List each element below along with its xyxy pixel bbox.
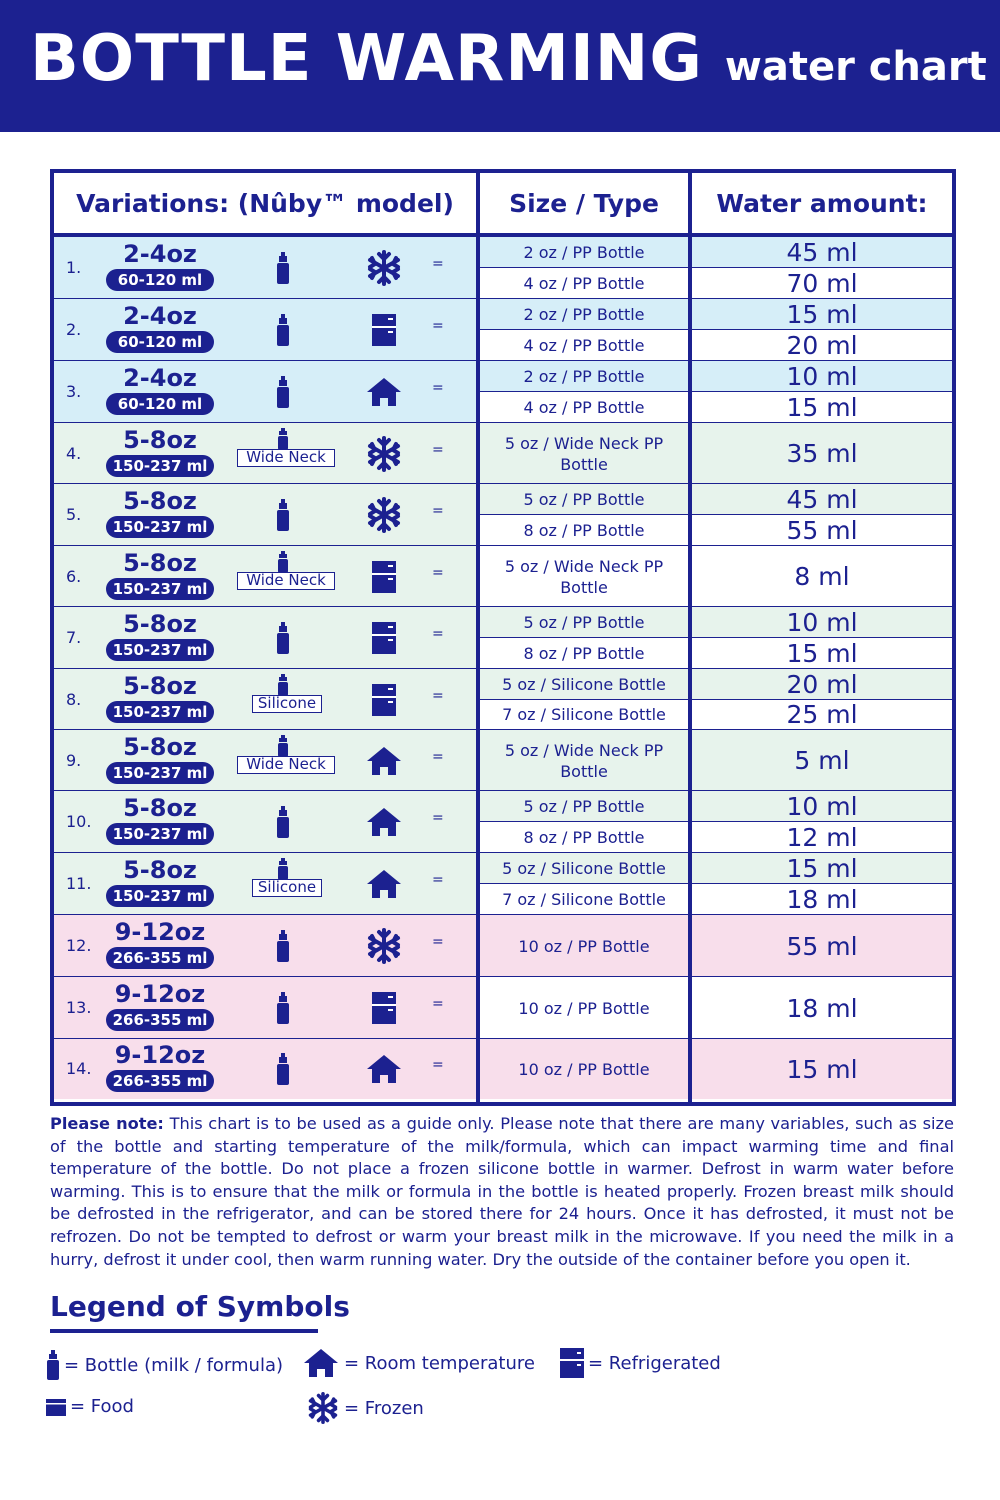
variation-cell bbox=[54, 299, 476, 361]
bottle-icon bbox=[276, 252, 290, 288]
row-number: 9. bbox=[66, 750, 82, 770]
snowflake-icon bbox=[306, 1392, 340, 1424]
ml-range-badge: 266-355 ml bbox=[106, 1070, 214, 1092]
water-amount-cell: 45 ml bbox=[692, 237, 952, 268]
table-row bbox=[54, 915, 952, 977]
size-type-cell: 10 oz / PP Bottle bbox=[480, 977, 688, 1039]
ml-range-badge: 266-355 ml bbox=[106, 1009, 214, 1031]
size-type-cell: 5 oz / Silicone Bottle bbox=[480, 853, 688, 884]
table-row bbox=[54, 977, 952, 1039]
row-number: 1. bbox=[66, 258, 82, 277]
water-amount-cell: 15 ml bbox=[692, 853, 952, 884]
table-row bbox=[54, 669, 952, 730]
house-icon bbox=[366, 866, 402, 902]
col-variations: Variations: (Nûby™ model) bbox=[76, 188, 454, 218]
size-type-cell: 7 oz / Silicone Bottle bbox=[480, 700, 688, 731]
size-water-row bbox=[480, 1039, 952, 1099]
table-row bbox=[54, 546, 952, 607]
variation-cell bbox=[54, 853, 476, 915]
row-number: 8. bbox=[66, 689, 82, 709]
row-number: 3. bbox=[66, 382, 82, 401]
bottle-type-tag: Wide Neck bbox=[237, 449, 335, 467]
bottle-type-tag: Silicone bbox=[252, 695, 322, 713]
row-number: 2. bbox=[66, 320, 82, 339]
size-type-cell: 10 oz / PP Bottle bbox=[480, 1039, 688, 1099]
title-main: BOTTLE WARMING bbox=[30, 22, 703, 96]
equals-sign: = bbox=[432, 626, 444, 642]
oz-range: 5-8oz bbox=[123, 487, 197, 515]
water-amount-cell: 55 ml bbox=[692, 915, 952, 977]
row-number: 12. bbox=[66, 936, 92, 955]
size-water-row bbox=[480, 361, 952, 392]
equals-sign: = bbox=[432, 996, 444, 1012]
equals-sign: = bbox=[432, 380, 444, 396]
equals-sign: = bbox=[432, 1057, 444, 1073]
table-row bbox=[54, 299, 952, 361]
water-amount-cell: 5 ml bbox=[692, 730, 952, 791]
size-water-row bbox=[480, 515, 952, 546]
warming-table bbox=[50, 169, 956, 1106]
size-type-cell: 8 oz / PP Bottle bbox=[480, 515, 688, 546]
table-row bbox=[54, 484, 952, 546]
size-water-row bbox=[480, 268, 952, 299]
size-water-row bbox=[480, 791, 952, 822]
oz-range: 5-8oz bbox=[123, 856, 197, 884]
fridge-icon bbox=[560, 1348, 584, 1378]
equals-sign: = bbox=[432, 564, 444, 581]
oz-range: 5-8oz bbox=[123, 610, 197, 638]
water-amount-cell: 18 ml bbox=[692, 977, 952, 1039]
table-row bbox=[54, 853, 952, 915]
oz-range: 5-8oz bbox=[123, 425, 197, 454]
size-type-cell: 5 oz / Silicone Bottle bbox=[480, 669, 688, 700]
equals-sign: = bbox=[432, 256, 444, 272]
size-type-cell: 5 oz / Wide Neck PP Bottle bbox=[480, 730, 688, 791]
size-water-row bbox=[480, 330, 952, 361]
table-row bbox=[54, 730, 952, 791]
row-number: 11. bbox=[66, 874, 92, 893]
size-type-cell: 5 oz / PP Bottle bbox=[480, 607, 688, 638]
variation-cell bbox=[54, 484, 476, 546]
house-icon bbox=[302, 1348, 340, 1378]
equals-sign: = bbox=[432, 748, 444, 765]
title-sub: water chart bbox=[724, 44, 987, 90]
fridge-icon bbox=[366, 990, 402, 1026]
size-type-cell: 2 oz / PP Bottle bbox=[480, 361, 688, 392]
size-type-cell: 8 oz / PP Bottle bbox=[480, 822, 688, 853]
ml-range-badge: 150-237 ml bbox=[106, 885, 214, 907]
snowflake-icon bbox=[366, 250, 402, 286]
ml-range-badge: 150-237 ml bbox=[106, 455, 214, 477]
table-header bbox=[54, 173, 952, 237]
please-note bbox=[50, 1113, 954, 1271]
equals-sign: = bbox=[432, 503, 444, 519]
water-amount-cell: 10 ml bbox=[692, 791, 952, 822]
legend-room-label: = Room temperature bbox=[344, 1352, 535, 1374]
equals-sign: = bbox=[432, 872, 444, 888]
variation-cell bbox=[54, 977, 476, 1039]
variation-cell bbox=[54, 669, 476, 730]
table-row bbox=[54, 607, 952, 669]
col-size-type: Size / Type bbox=[509, 188, 659, 218]
size-type-cell: 4 oz / PP Bottle bbox=[480, 330, 688, 361]
size-water-row bbox=[480, 299, 952, 330]
size-water-row bbox=[480, 915, 952, 977]
size-water-row bbox=[480, 884, 952, 915]
variation-cell bbox=[54, 730, 476, 791]
legend-room bbox=[302, 1348, 535, 1378]
size-water-row bbox=[480, 700, 952, 731]
variation-cell bbox=[54, 546, 476, 607]
water-amount-cell: 35 ml bbox=[692, 423, 952, 484]
size-type-cell: 2 oz / PP Bottle bbox=[480, 299, 688, 330]
note-label: Please note: bbox=[50, 1114, 164, 1133]
page-header bbox=[0, 0, 1000, 132]
oz-range: 9-12oz bbox=[114, 918, 206, 946]
legend-refrigerated-label: = Refrigerated bbox=[588, 1352, 721, 1374]
oz-range: 5-8oz bbox=[123, 548, 197, 577]
size-type-cell: 2 oz / PP Bottle bbox=[480, 237, 688, 268]
fridge-icon bbox=[366, 620, 402, 656]
variation-cell bbox=[54, 361, 476, 423]
legend-bottle bbox=[46, 1350, 283, 1380]
legend-frozen-label: = Frozen bbox=[344, 1397, 424, 1419]
size-type-cell: 5 oz / Wide Neck PP Bottle bbox=[480, 423, 688, 484]
bottle-icon bbox=[276, 930, 290, 966]
water-amount-cell: 15 ml bbox=[692, 299, 952, 330]
size-water-row bbox=[480, 822, 952, 853]
oz-range: 2-4oz bbox=[123, 240, 197, 268]
variation-cell bbox=[54, 791, 476, 853]
table-row bbox=[54, 361, 952, 423]
size-type-cell: 5 oz / Wide Neck PP Bottle bbox=[480, 546, 688, 607]
water-amount-cell: 55 ml bbox=[692, 515, 952, 546]
size-water-row bbox=[480, 730, 952, 791]
equals-sign: = bbox=[432, 441, 444, 458]
table-row bbox=[54, 791, 952, 853]
oz-range: 5-8oz bbox=[123, 671, 197, 700]
variation-cell bbox=[54, 1039, 476, 1099]
size-water-row bbox=[480, 607, 952, 638]
snowflake-icon bbox=[366, 436, 402, 472]
row-number: 13. bbox=[66, 998, 92, 1017]
house-icon bbox=[366, 743, 402, 779]
bottle-type-tag: Wide Neck bbox=[237, 756, 335, 774]
equals-sign: = bbox=[432, 318, 444, 334]
bottle-icon bbox=[276, 314, 290, 350]
size-type-cell: 7 oz / Silicone Bottle bbox=[480, 884, 688, 915]
ml-range-badge: 266-355 ml bbox=[106, 947, 214, 969]
house-icon bbox=[366, 374, 402, 410]
equals-sign: = bbox=[432, 810, 444, 826]
snowflake-icon bbox=[366, 497, 402, 533]
house-icon bbox=[366, 1051, 402, 1087]
variation-cell bbox=[54, 423, 476, 484]
bottle-icon bbox=[276, 992, 290, 1028]
table-row bbox=[54, 1039, 952, 1099]
row-number: 10. bbox=[66, 812, 92, 831]
row-number: 5. bbox=[66, 505, 82, 524]
size-type-cell: 4 oz / PP Bottle bbox=[480, 392, 688, 423]
column-divider bbox=[476, 173, 480, 1102]
size-water-row bbox=[480, 669, 952, 700]
variation-cell bbox=[54, 607, 476, 669]
snowflake-icon bbox=[366, 928, 402, 964]
water-amount-cell: 45 ml bbox=[692, 484, 952, 515]
size-water-row bbox=[480, 546, 952, 607]
oz-range: 2-4oz bbox=[123, 302, 197, 330]
legend-title: Legend of Symbols bbox=[50, 1290, 350, 1323]
bottle-icon bbox=[276, 806, 290, 842]
equals-sign: = bbox=[432, 687, 444, 704]
row-number: 7. bbox=[66, 628, 82, 647]
ml-range-badge: 60-120 ml bbox=[106, 269, 214, 291]
ml-range-badge: 150-237 ml bbox=[106, 701, 214, 723]
water-amount-cell: 12 ml bbox=[692, 822, 952, 853]
water-amount-cell: 20 ml bbox=[692, 330, 952, 361]
size-type-cell: 4 oz / PP Bottle bbox=[480, 268, 688, 299]
ml-range-badge: 150-237 ml bbox=[106, 578, 214, 600]
ml-range-badge: 150-237 ml bbox=[106, 823, 214, 845]
legend-food bbox=[46, 1396, 134, 1417]
size-type-cell: 8 oz / PP Bottle bbox=[480, 638, 688, 669]
legend-bottle-label: = Bottle (milk / formula) bbox=[64, 1354, 283, 1376]
water-amount-cell: 70 ml bbox=[692, 268, 952, 299]
oz-range: 9-12oz bbox=[114, 980, 206, 1008]
size-type-cell: 5 oz / PP Bottle bbox=[480, 791, 688, 822]
size-water-row bbox=[480, 237, 952, 268]
water-amount-cell: 20 ml bbox=[692, 669, 952, 700]
size-water-row bbox=[480, 392, 952, 423]
water-amount-cell: 10 ml bbox=[692, 607, 952, 638]
bottle-icon bbox=[276, 376, 290, 412]
ml-range-badge: 150-237 ml bbox=[106, 762, 214, 784]
bottle-icon bbox=[276, 499, 290, 535]
size-type-cell: 5 oz / PP Bottle bbox=[480, 484, 688, 515]
water-amount-cell: 18 ml bbox=[692, 884, 952, 915]
bottle-type-tag: Silicone bbox=[252, 879, 322, 897]
fridge-icon bbox=[366, 682, 402, 718]
water-amount-cell: 15 ml bbox=[692, 1039, 952, 1099]
fridge-icon bbox=[366, 559, 402, 595]
col-water-amount: Water amount: bbox=[716, 188, 928, 218]
size-water-row bbox=[480, 853, 952, 884]
legend-refrigerated bbox=[560, 1348, 721, 1378]
fridge-icon bbox=[366, 312, 402, 348]
column-divider bbox=[688, 173, 692, 1102]
row-number: 4. bbox=[66, 443, 82, 463]
ml-range-badge: 60-120 ml bbox=[106, 331, 214, 353]
row-number: 14. bbox=[66, 1059, 92, 1078]
legend-food-label: = Food bbox=[70, 1396, 134, 1417]
bottle-type-tag: Wide Neck bbox=[237, 572, 335, 590]
house-icon bbox=[366, 804, 402, 840]
water-amount-cell: 15 ml bbox=[692, 392, 952, 423]
table-row bbox=[54, 237, 952, 299]
water-amount-cell: 15 ml bbox=[692, 638, 952, 669]
ml-range-badge: 150-237 ml bbox=[106, 516, 214, 538]
size-water-row bbox=[480, 423, 952, 484]
size-water-row bbox=[480, 638, 952, 669]
variation-cell bbox=[54, 915, 476, 977]
oz-range: 5-8oz bbox=[123, 794, 197, 822]
ml-range-badge: 150-237 ml bbox=[106, 639, 214, 661]
legend-underline bbox=[50, 1329, 318, 1333]
water-amount-cell: 25 ml bbox=[692, 700, 952, 731]
size-water-row bbox=[480, 484, 952, 515]
ml-range-badge: 60-120 ml bbox=[106, 393, 214, 415]
bottle-icon bbox=[276, 622, 290, 658]
legend-frozen bbox=[306, 1392, 424, 1424]
water-amount-cell: 10 ml bbox=[692, 361, 952, 392]
size-type-cell: 10 oz / PP Bottle bbox=[480, 915, 688, 977]
note-text: This chart is to be used as a guide only. Please note that there are many variables, such as size of the bottle and starting temperature of the milk/formula, which can impact warming time and final temperature of the bottle. Do not place a frozen silicone bottle in warmer. Defrost in warm water before warming. This is to ensure that the milk or formula in the bottle is heated properly. Frozen breast milk should be defrosted in the refrigerator, and can be stored there for 24 hours. Once it has defrosted, it must not be refrozen. Do not be tempted to defrost or warm your breast milk in the microwave. If you need the milk in a hurry, defrost it under cool, then warm running water. Dry the outside of the container before you open it. bbox=[50, 1114, 954, 1269]
table-row bbox=[54, 423, 952, 484]
bottle-icon bbox=[46, 1350, 60, 1380]
variation-cell bbox=[54, 237, 476, 299]
equals-sign: = bbox=[432, 934, 444, 950]
size-water-row bbox=[480, 977, 952, 1039]
food-icon bbox=[46, 1397, 66, 1417]
bottle-icon bbox=[276, 1053, 290, 1089]
row-number: 6. bbox=[66, 566, 82, 586]
oz-range: 2-4oz bbox=[123, 364, 197, 392]
oz-range: 9-12oz bbox=[114, 1041, 206, 1069]
oz-range: 5-8oz bbox=[123, 732, 197, 761]
water-amount-cell: 8 ml bbox=[692, 546, 952, 607]
